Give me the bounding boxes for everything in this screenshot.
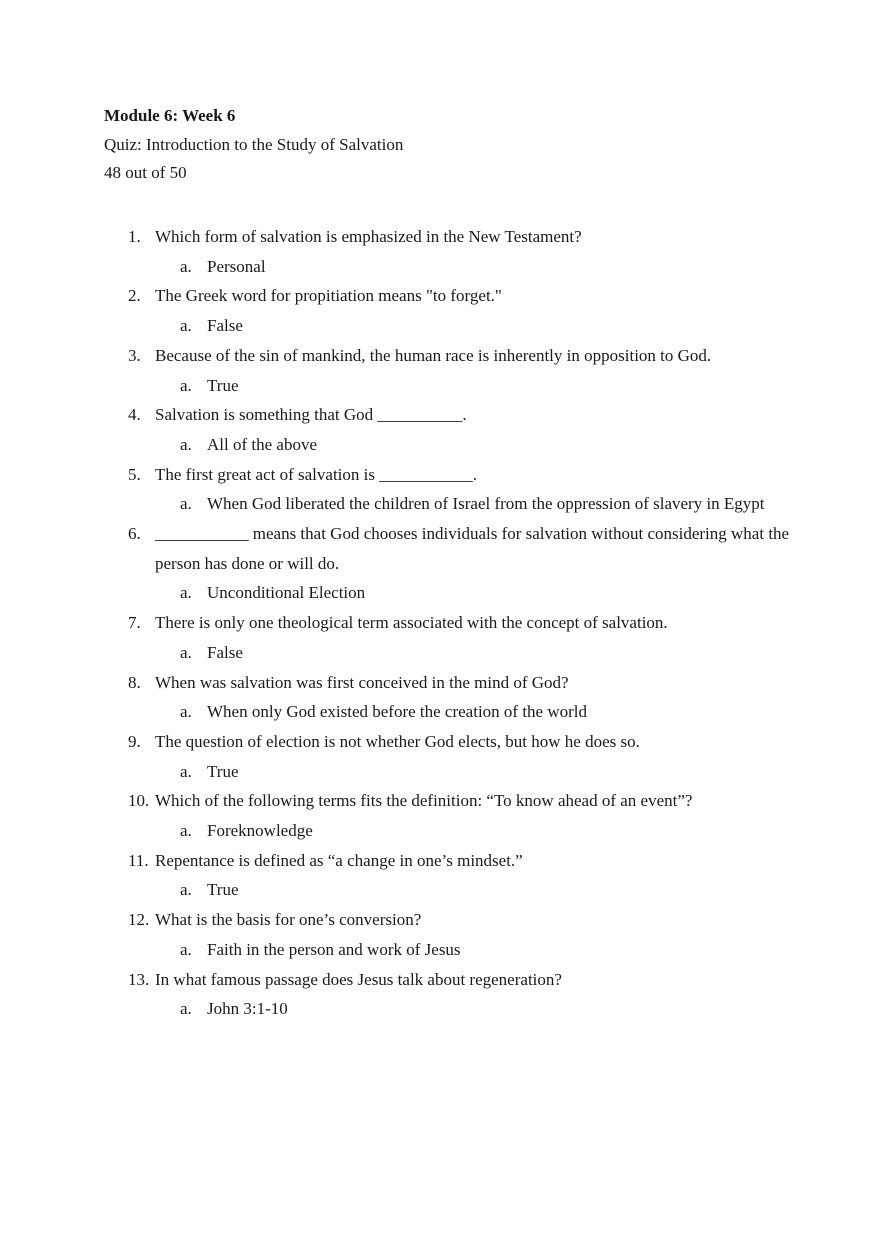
answer-text: Unconditional Election [207, 583, 366, 603]
question-item [128, 608, 788, 667]
answer-text: Foreknowledge [207, 821, 313, 841]
answer-letter: a. [180, 702, 192, 722]
question-number: 3. [128, 345, 141, 365]
question-number: 6. [128, 524, 141, 544]
question-item [128, 460, 788, 519]
question-number: 8. [128, 672, 141, 692]
question-number: 1. [128, 227, 141, 246]
quiz-score: 48 out of 50 [104, 163, 187, 182]
answer-text: All of the above [207, 434, 317, 454]
answer-text: False [207, 316, 243, 336]
answer-letter: a. [180, 316, 192, 336]
question-text: When was salvation was first conceived in the mind of God? [155, 672, 569, 692]
answer-text: True [207, 880, 239, 900]
answer-letter: a. [180, 494, 192, 514]
question-number: 10. [128, 791, 150, 811]
answer-text: True [207, 761, 239, 781]
quiz-header [104, 102, 804, 188]
quiz-name: Quiz: Introduction to the Study of Salvation [104, 134, 404, 154]
answer-letter: a. [180, 642, 192, 662]
answer-row [128, 935, 788, 965]
question-item [128, 727, 788, 786]
answer-letter: a. [180, 256, 192, 276]
question-text: The question of election is not whether God elects, but how he does so. [155, 731, 640, 751]
answer-row [128, 430, 788, 460]
answer-text: John 3:1-10 [207, 999, 288, 1019]
question-number: 7. [128, 613, 141, 633]
question-text: Repentance is defined as “a change in one’s mindset.” [155, 850, 523, 870]
answer-text: When only God existed before the creation of the world [207, 702, 588, 722]
answer-text: Personal [207, 256, 266, 276]
answer-row [128, 757, 788, 787]
answer-row [128, 252, 788, 282]
answer-row [128, 875, 788, 905]
answer-letter: a. [180, 583, 192, 603]
answer-letter: a. [180, 375, 192, 395]
answer-text: When God liberated the children of Israel from the oppression of slavery in Egypt [207, 494, 765, 514]
question-text: In what famous passage does Jesus talk about regeneration? [155, 969, 562, 989]
answer-row [128, 816, 788, 846]
question-text: What is the basis for one’s conversion? [155, 910, 422, 930]
question-number: 4. [128, 405, 141, 425]
answer-row [128, 638, 788, 668]
answer-row [128, 311, 788, 341]
answer-row [128, 371, 788, 401]
answer-text: False [207, 642, 243, 662]
question-number: 2. [128, 286, 141, 306]
question-item [128, 519, 788, 608]
question-item [128, 846, 788, 905]
question-text: Because of the sin of mankind, the human race is inherently in opposition to God. [155, 345, 712, 365]
question-text: There is only one theological term associated with the concept of salvation. [155, 613, 668, 633]
question-number: 12. [128, 910, 150, 930]
question-number: 13. [128, 969, 150, 989]
answer-letter: a. [180, 434, 192, 454]
module-title: Module 6: Week 6 [104, 106, 236, 125]
question-text: ___________ means that God chooses individuals for salvation without considering what the person has done or will do. [155, 524, 790, 573]
answer-row [128, 578, 788, 608]
answer-row [128, 697, 788, 727]
question-text: Which form of salvation is emphasized in the New Testament? [155, 227, 582, 246]
answer-row [128, 489, 788, 519]
answer-letter: a. [180, 999, 192, 1019]
answer-letter: a. [180, 761, 192, 781]
answer-row [128, 994, 788, 1024]
question-number: 9. [128, 731, 141, 751]
question-item [128, 786, 788, 845]
question-item [128, 341, 788, 400]
question-item [128, 965, 788, 1024]
question-list [128, 222, 788, 1024]
question-item [128, 668, 788, 727]
question-text: Salvation is something that God __________. [155, 405, 467, 425]
question-number: 11. [128, 850, 149, 870]
question-text: The Greek word for propitiation means "to forget." [155, 286, 502, 306]
question-text: The first great act of salvation is ___________. [155, 464, 477, 484]
answer-text: Faith in the person and work of Jesus [207, 939, 461, 959]
answer-letter: a. [180, 821, 192, 841]
question-number: 5. [128, 464, 141, 484]
question-item [128, 905, 788, 964]
answer-text: True [207, 375, 239, 395]
question-text: Which of the following terms fits the definition: “To know ahead of an event”? [155, 791, 693, 811]
question-item [128, 222, 788, 281]
answer-letter: a. [180, 880, 192, 900]
question-item [128, 400, 788, 459]
question-item [128, 281, 788, 340]
answer-letter: a. [180, 939, 192, 959]
